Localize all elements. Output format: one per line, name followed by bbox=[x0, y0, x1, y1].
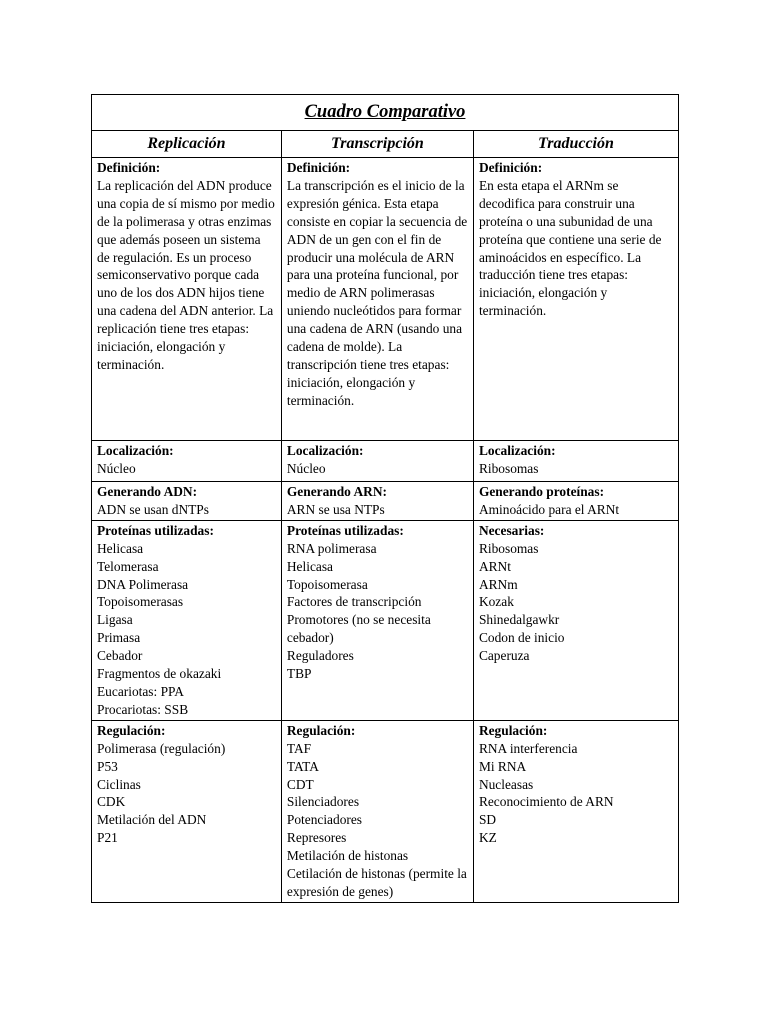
localizacion-text: Ribosomas bbox=[478, 460, 539, 476]
definicion-cell-traduccion bbox=[473, 158, 678, 441]
generando-cell-traduccion bbox=[473, 482, 678, 521]
list-item: DNA Polimerasa bbox=[97, 576, 189, 592]
list-item: Kozak bbox=[478, 594, 514, 610]
definicion-label: Definición: bbox=[478, 160, 543, 175]
list-item: Silenciadores bbox=[286, 794, 360, 810]
list-item: RNA interferencia bbox=[478, 740, 578, 756]
generando-cell-replicacion bbox=[92, 482, 282, 521]
list-item: KZ bbox=[478, 830, 497, 846]
definicion-label: Definición: bbox=[286, 160, 351, 175]
list-item: Ciclinas bbox=[97, 776, 141, 792]
definicion-cell-transcripcion bbox=[281, 158, 473, 441]
localizacion-label: Localización: bbox=[97, 443, 174, 458]
regulacion-cell-replicacion bbox=[92, 720, 282, 902]
list-item: Ribosomas bbox=[478, 540, 539, 556]
localizacion-label: Localización: bbox=[286, 443, 364, 458]
proteinas-label: Proteínas utilizadas: bbox=[286, 522, 404, 538]
list-item: Mi RNA bbox=[478, 758, 527, 774]
necesarias-label: Necesarias: bbox=[478, 522, 545, 538]
list-item: Shinedalgawkr bbox=[478, 612, 560, 628]
proteinas-cell-transcripcion bbox=[281, 520, 473, 720]
list-item: CDK bbox=[97, 794, 126, 810]
list-item: Helicasa bbox=[97, 540, 144, 556]
localizacion-text: Núcleo bbox=[286, 460, 326, 476]
localizacion-cell-traduccion bbox=[473, 441, 678, 482]
necesarias-list bbox=[479, 540, 673, 665]
generando-label: Generando ADN: bbox=[97, 484, 198, 499]
list-item: TBP bbox=[286, 666, 312, 682]
proteinas-cell-traduccion bbox=[473, 520, 678, 720]
regulacion-list bbox=[287, 740, 468, 901]
definicion-label: Definición: bbox=[97, 160, 161, 175]
list-item: Metilación de histonas bbox=[286, 848, 409, 864]
list-item: Topoisomerasas bbox=[97, 594, 184, 610]
list-item: Metilación del ADN bbox=[97, 812, 207, 828]
list-item: Reguladores bbox=[286, 648, 354, 664]
proteinas-row bbox=[92, 520, 679, 720]
list-item: Caperuza bbox=[478, 648, 530, 664]
list-item: Telomerasa bbox=[97, 558, 159, 574]
list-item: Promotores (no se necesita cebador) bbox=[286, 612, 431, 646]
list-item: Codon de inicio bbox=[478, 630, 565, 646]
list-item: P53 bbox=[97, 758, 118, 774]
list-item: ARNm bbox=[478, 576, 518, 592]
list-item: Represores bbox=[286, 830, 347, 846]
generando-cell-transcripcion bbox=[281, 482, 473, 521]
list-item: Factores de transcripción bbox=[286, 594, 422, 610]
localizacion-cell-replicacion bbox=[92, 441, 282, 482]
header-traduccion: Traducción bbox=[473, 131, 678, 158]
definicion-text: La replicación del ADN produce una copia de sí mismo por medio de la polimerasa y otras enzimas que además poseen un sistema de regulación. Es un proceso semiconservativo porque cada uno de los dos ADN hijos tiene una cadena del ADN anterior. La replicación tiene tres etapas: iniciación, elongación y terminación. bbox=[97, 177, 275, 372]
list-item: Cetilación de histonas (permite la expresión de genes) bbox=[286, 866, 467, 899]
proteinas-cell-replicacion bbox=[92, 520, 282, 720]
header-replicacion: Replicación bbox=[92, 131, 282, 158]
list-item: Helicasa bbox=[286, 558, 333, 574]
list-item: TAF bbox=[286, 740, 312, 756]
definicion-text: La transcripción es el inicio de la expresión génica. Esta etapa consiste en copiar la secuencia de ADN de un gen con el fin de producir una molécula de ARN para una proteína funcional, por medio de ARN polimerasas uniendo nucleótidos para formar una cadena de ARN (usando una cadena de molde). La transcripción tiene tres etapas: iniciación, elongación y terminación. bbox=[286, 177, 468, 408]
list-item: Ligasa bbox=[97, 612, 133, 628]
title-row bbox=[92, 95, 679, 131]
definicion-text: En esta etapa el ARNm se decodifica para construir una proteína o una subunidad de una proteína que contiene una serie de aminoácidos en específico. La traducción tiene tres etapas: iniciación, elongación y terminación. bbox=[478, 177, 662, 319]
proteinas-list bbox=[287, 540, 468, 683]
list-item: Reconocimiento de ARN bbox=[478, 794, 614, 810]
regulacion-label: Regulación: bbox=[286, 722, 356, 738]
regulacion-list bbox=[97, 740, 276, 847]
generando-text: ADN se usan dNTPs bbox=[97, 501, 209, 517]
regulacion-cell-transcripcion bbox=[281, 720, 473, 902]
list-item: Eucariotas: PPA bbox=[97, 683, 184, 699]
list-item: Topoisomerasa bbox=[286, 576, 368, 592]
generando-label: Generando ARN: bbox=[286, 484, 387, 499]
list-item: Procariotas: SSB bbox=[97, 701, 189, 717]
list-item: P21 bbox=[97, 830, 118, 846]
localizacion-row bbox=[92, 441, 679, 482]
localizacion-label: Localización: bbox=[478, 443, 556, 458]
list-item: TATA bbox=[286, 758, 319, 774]
list-item: Primasa bbox=[97, 630, 141, 646]
localizacion-text: Núcleo bbox=[97, 460, 136, 476]
proteinas-label: Proteínas utilizadas: bbox=[97, 522, 214, 538]
list-item: ARNt bbox=[478, 558, 511, 574]
regulacion-label: Regulación: bbox=[478, 722, 548, 738]
list-item: Nucleasas bbox=[478, 776, 534, 792]
header-transcripcion: Transcripción bbox=[281, 131, 473, 158]
regulacion-row bbox=[92, 720, 679, 902]
comparison-table bbox=[91, 94, 679, 903]
list-item: RNA polimerasa bbox=[286, 540, 377, 556]
regulacion-list bbox=[479, 740, 673, 847]
page-title: Cuadro Comparativo bbox=[304, 101, 466, 122]
list-item: Polimerasa (regulación) bbox=[97, 740, 226, 756]
list-item: Cebador bbox=[97, 648, 143, 664]
definicion-row bbox=[92, 158, 679, 441]
localizacion-cell-transcripcion bbox=[281, 441, 473, 482]
generando-text: Aminoácido para el ARNt bbox=[478, 501, 620, 517]
header-row bbox=[92, 131, 679, 158]
list-item: Fragmentos de okazaki bbox=[97, 666, 222, 682]
generando-row bbox=[92, 482, 679, 521]
regulacion-label: Regulación: bbox=[97, 722, 166, 738]
regulacion-cell-traduccion bbox=[473, 720, 678, 902]
proteinas-list bbox=[97, 540, 276, 719]
list-item: CDT bbox=[286, 776, 314, 792]
list-item: Potenciadores bbox=[286, 812, 363, 828]
generando-label: Generando proteínas: bbox=[478, 484, 605, 499]
title-cell bbox=[92, 95, 679, 131]
definicion-cell-replicacion bbox=[92, 158, 282, 441]
list-item: SD bbox=[478, 812, 497, 828]
generando-text: ARN se usa NTPs bbox=[286, 501, 385, 517]
